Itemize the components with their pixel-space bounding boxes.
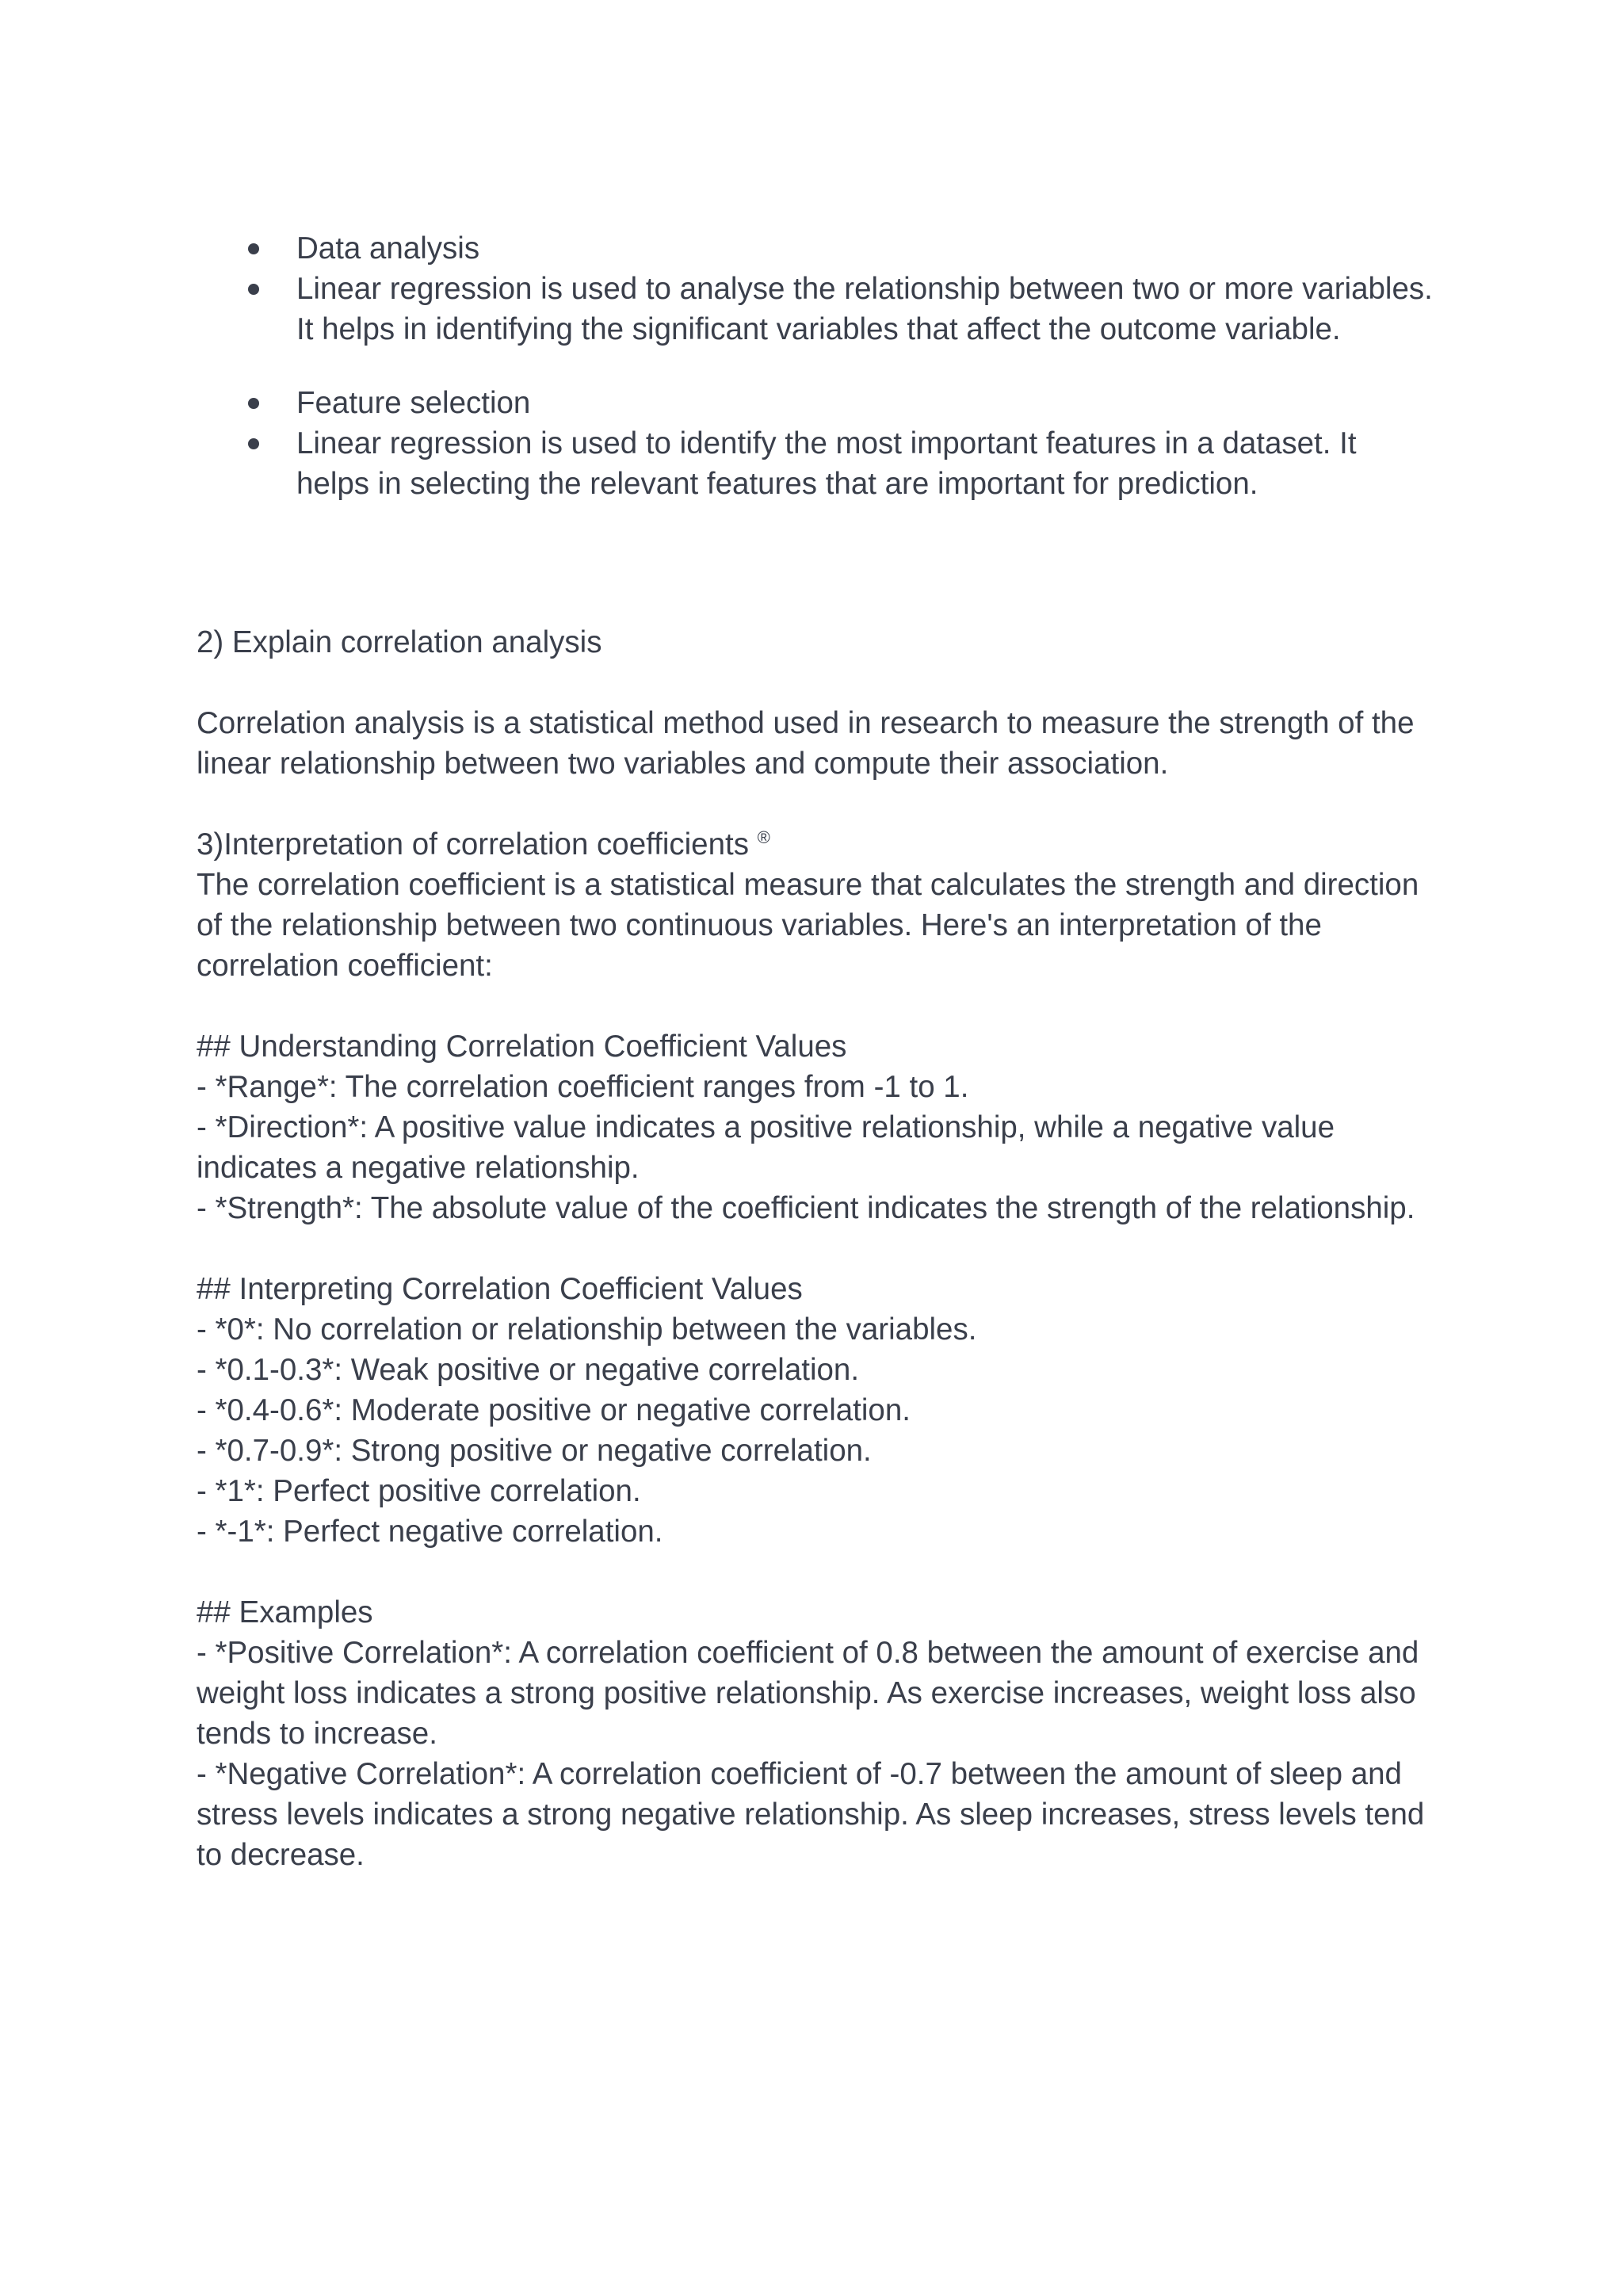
list-item-text: Linear regression is used to analyse the relationship between two or more variables. It helps in identifying the significant variables that affect the outcome variable. (296, 272, 1433, 346)
list-item (197, 423, 1433, 504)
document-page (197, 228, 1433, 1875)
question-3-heading (197, 824, 1433, 865)
example-negative: - *Negative Correlation*: A correlation coefficient of -0.7 between the amount of sleep and stress levels indicates a strong negative relationship. As sleep increases, stress levels tend to decrease. (197, 1757, 1425, 1872)
understanding-line-direction: - *Direction*: A positive value indicates a positive relationship, while a negative value indicates a negative relationship. (197, 1110, 1335, 1185)
interpreting-line: - *0.1-0.3*: Weak positive or negative correlation. (197, 1353, 860, 1387)
bullet-list-feature-selection (197, 383, 1433, 504)
list-item (197, 228, 1433, 269)
understanding-line-strength: - *Strength*: The absolute value of the coefficient indicates the strength of the relationship. (197, 1191, 1415, 1225)
list-item-text: Data analysis (296, 231, 480, 266)
section-title-understanding: ## Understanding Correlation Coefficient Values (197, 1030, 847, 1064)
understanding-line-range: - *Range*: The correlation coefficient ranges from -1 to 1. (197, 1070, 969, 1104)
list-item-text: Linear regression is used to identify the most important features in a dataset. It helps in selecting the relevant features that are important for prediction. (296, 426, 1357, 501)
example-positive: - *Positive Correlation*: A correlation coefficient of 0.8 between the amount of exercise and weight loss indicates a strong positive relationship. As exercise increases, weight loss also tends to increase. (197, 1636, 1419, 1751)
bullet-icon (248, 284, 259, 295)
bullet-icon (248, 243, 259, 254)
question-3-heading-text: 3)Interpretation of correlation coefficients (197, 827, 749, 861)
question-2-body: Correlation analysis is a statistical method used in research to measure the strength of the linear relationship between two variables and compute their association. (197, 706, 1415, 781)
interpreting-line: - *-1*: Perfect negative correlation. (197, 1515, 663, 1549)
bullet-list-data-analysis (197, 228, 1433, 350)
bullet-icon (248, 438, 259, 449)
question-3-intro: The correlation coefficient is a statistical measure that calculates the strength and direction of the relationship between two continuous variables. Here's an interpretation of the correlation coefficient: (197, 868, 1419, 983)
list-item-text: Feature selection (296, 386, 531, 420)
list-item (197, 383, 1433, 423)
registered-mark: ® (757, 827, 770, 848)
interpreting-line: - *0*: No correlation or relationship between the variables. (197, 1312, 977, 1347)
section-title-examples: ## Examples (197, 1595, 373, 1629)
question-2-heading: 2) Explain correlation analysis (197, 625, 602, 659)
bullet-icon (248, 398, 259, 409)
list-item (197, 269, 1433, 350)
interpreting-line: - *1*: Perfect positive correlation. (197, 1474, 641, 1508)
section-title-interpreting: ## Interpreting Correlation Coefficient Values (197, 1272, 803, 1306)
interpreting-line: - *0.4-0.6*: Moderate positive or negative correlation. (197, 1393, 911, 1427)
interpreting-line: - *0.7-0.9*: Strong positive or negative correlation. (197, 1434, 872, 1468)
